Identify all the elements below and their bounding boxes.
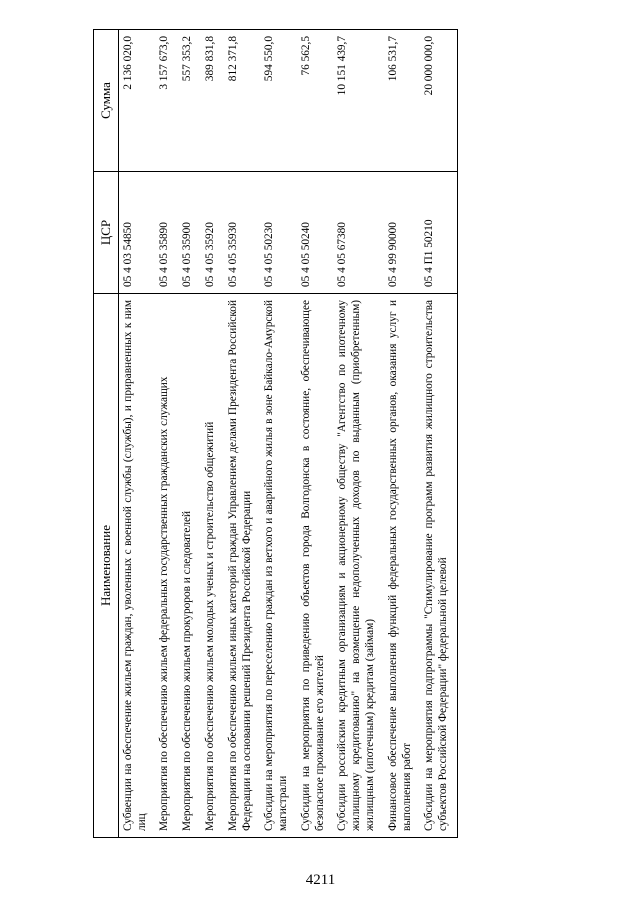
header-name: Наименование — [94, 294, 119, 838]
row-name: Мероприятия по обеспечению жильем иных категорий граждан Управлением делами Президента Российской Федерации на основании решений Президента Российской Федерации — [224, 294, 261, 838]
table-row — [224, 30, 261, 838]
row-code: 05 4 05 35890 — [155, 172, 178, 294]
table-row — [420, 30, 457, 838]
row-name: Мероприятия по обеспечению жильем прокуроров и следователей — [178, 294, 201, 838]
row-sum: 76 562,5 — [297, 30, 334, 172]
table-row — [178, 30, 201, 838]
row-code: 05 4 05 35930 — [224, 172, 261, 294]
table-row — [155, 30, 178, 838]
row-sum: 557 353,2 — [178, 30, 201, 172]
row-sum: 106 531,7 — [384, 30, 421, 172]
row-code: 05 4 05 50230 — [260, 172, 297, 294]
table-row — [201, 30, 224, 838]
row-sum: 3 157 673,0 — [155, 30, 178, 172]
row-code: 05 4 П1 50210 — [420, 172, 457, 294]
page-number: 4211 — [305, 871, 335, 888]
row-code: 05 4 05 67380 — [333, 172, 383, 294]
row-name: Субсидии на мероприятия по переселению граждан из ветхого и аварийного жилья в зоне Байкало-Амурской магистрали — [260, 294, 297, 838]
row-code: 05 4 03 54850 — [118, 172, 155, 294]
table-row — [384, 30, 421, 838]
row-name: Субвенции на обеспечение жильем граждан, уволенных с военной службы (службы), и приравненных к ним лиц — [118, 294, 155, 838]
row-name: Субсидии на мероприятия по приведению объектов города Волгодонска в состояние, обеспечивающее безопасное проживание его жителей — [297, 294, 334, 838]
header-sum: Сумма — [94, 30, 119, 172]
row-code: 05 4 05 35920 — [201, 172, 224, 294]
row-sum: 2 136 020,0 — [118, 30, 155, 172]
header-code: ЦСР — [94, 172, 119, 294]
row-name: Финансовое обеспечение выполнения функций федеральных государственных органов, оказания услуг и выполнения работ — [384, 294, 421, 838]
row-sum: 10 151 439,7 — [333, 30, 383, 172]
row-name: Субсидии российским кредитным организациям и акционерному обществу "Агентство по ипотечному жилищному кредитованию" на возмещение недополученных доходов по выданным (приобретенным) жилищным (ипотечным) кредитам (займам) — [333, 294, 383, 838]
table-row — [297, 30, 334, 838]
row-sum: 20 000 000,0 — [420, 30, 457, 172]
row-name: Мероприятия по обеспечению жильем федеральных государственных гражданских служащих — [155, 294, 178, 838]
row-sum: 389 831,8 — [201, 30, 224, 172]
row-sum: 812 371,8 — [224, 30, 261, 172]
row-code: 05 4 05 35900 — [178, 172, 201, 294]
table-row — [260, 30, 297, 838]
row-code: 05 4 05 50240 — [297, 172, 334, 294]
page-number-area — [0, 855, 640, 905]
row-sum: 594 550,0 — [260, 30, 297, 172]
row-name: Мероприятия по обеспечению жильем молодых ученых и строительство общежитий — [201, 294, 224, 838]
budget-table — [93, 29, 458, 838]
row-code: 05 4 99 90000 — [384, 172, 421, 294]
row-name: Субсидии на мероприятия подпрограммы "Стимулирование программ развития жилищного строительства субъектов Российской Федерации" федеральной целевой — [420, 294, 457, 838]
table-header-row — [94, 30, 119, 838]
table-row — [333, 30, 383, 838]
table-row — [118, 30, 155, 838]
